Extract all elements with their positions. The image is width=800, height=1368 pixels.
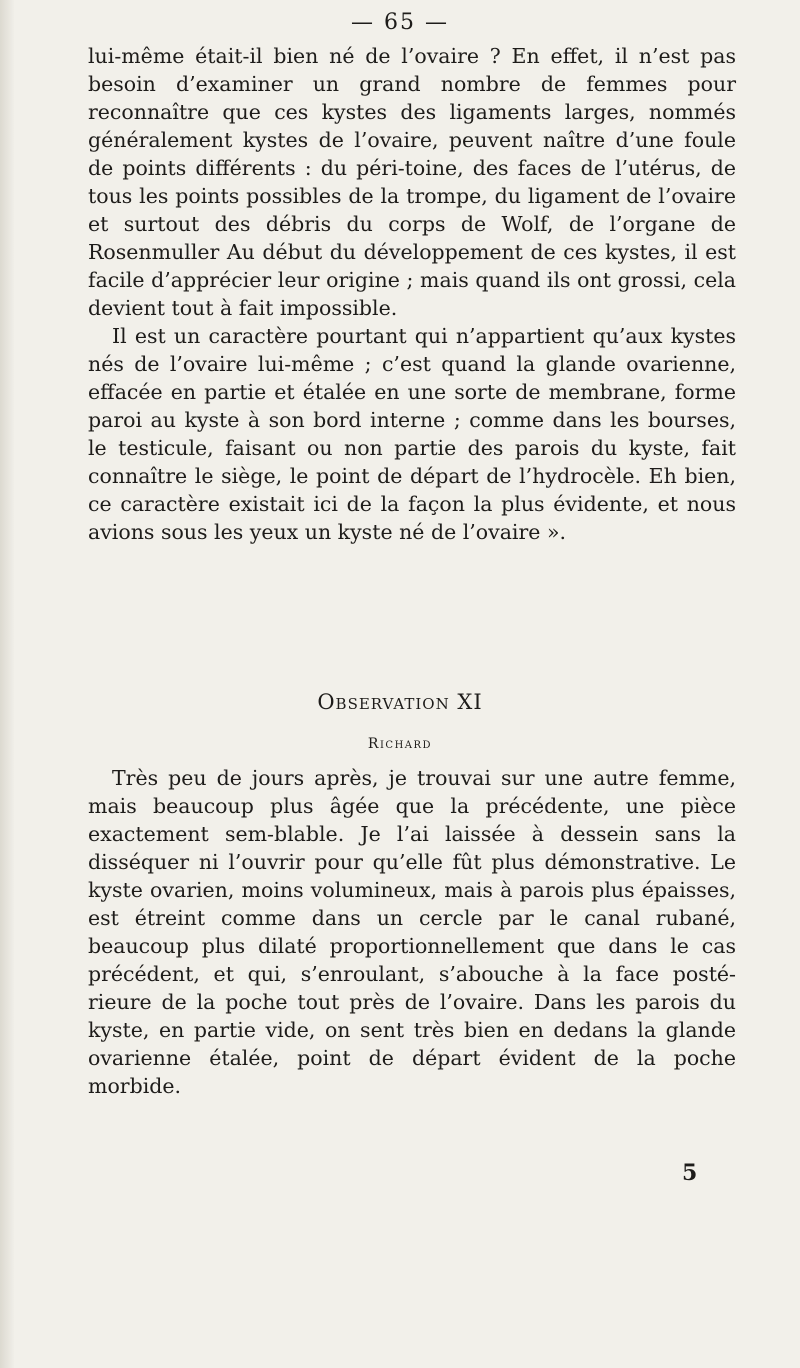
observation-heading: Observation XI [317, 690, 483, 714]
paragraph: Très peu de jours après, je trouvai sur une autre femme, mais beaucoup plus âgée que la précédente, une pièce exactement sem-blable. Je l’ai laissée à dessein sans la disséquer ni l’ouvrir pour qu’elle fût plus démonstrative. Le kyste ovarien, moins volumineux, mais à parois plus épaisses, est étreint comme dans un cercle par le canal rubané, beaucoup plus dilaté proportionnellement que dans le cas précédent, et qui, s’enroulant, s’abouche à la face posté-rieure de la poche tout près de l’ovaire. Dans les parois du kyste, en partie vide, on sent très bien en dedans la glande ovarienne étalée, point de départ évident de la poche morbide. [88, 766, 736, 1098]
observation-name: Richard [367, 736, 433, 752]
page-number: — 65 — [351, 10, 449, 35]
body-text-top [88, 42, 736, 546]
page-binding-edge [0, 0, 14, 1368]
body-text-bottom [88, 764, 736, 1100]
paragraph: Il est un caractère pourtant qui n’appartient qu’aux kystes nés de l’ovaire lui-même ; c’est quand la glande ovarienne, effacée en partie et étalée en une sorte de membrane, forme paroi au kyste à son bord interne ; comme dans les bourses, le testicule, faisant ou non partie des parois du kyste, fait connaître le siège, le point de départ de l’hydrocèle. Eh bien, ce caractère existait ici de la façon la plus évidente, et nous avions sous les yeux un kyste né de l’ovaire ». [88, 324, 736, 544]
paragraph: lui-même était-il bien né de l’ovaire ? En effet, il n’est pas besoin d’examiner un grand nombre de femmes pour reconnaître que ces kystes des ligaments larges, nommés généralement kystes de l’ovaire, peuvent naître d’une foule de points différents : du péri-toine, des faces de l’utérus, de tous les points possibles de la trompe, du ligament de l’ovaire et surtout des débris du corps de Wolf, de l’organe de Rosenmuller Au début du développement de ces kystes, il est facile d’apprécier leur origine ; mais quand ils ont grossi, cela devient tout à fait impossible. [88, 44, 736, 320]
signature-mark: 5 [682, 1160, 698, 1186]
